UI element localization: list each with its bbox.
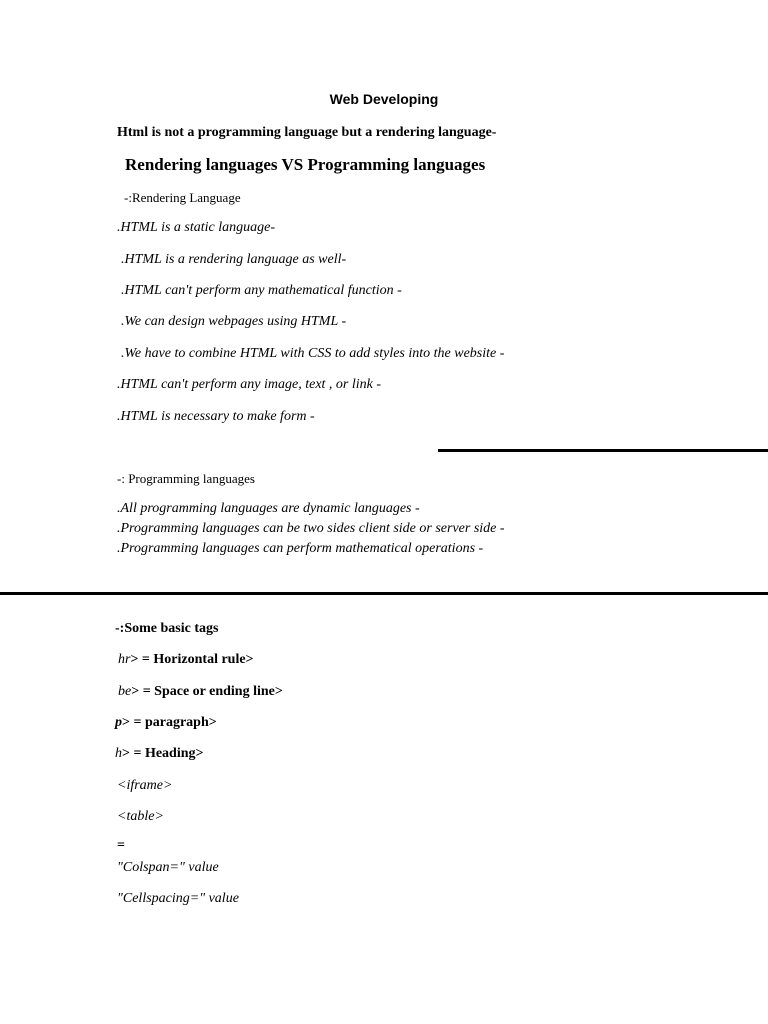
tags-heading: -:Some basic tags [115,621,219,636]
tag-item-h [115,745,204,763]
rendering-item: .We can design webpages using HTML - [121,314,347,329]
horizontal-rule [0,592,768,595]
cellspacing-attribute: "Cellspacing=" value [117,891,239,906]
iframe-tag: <iframe> [117,778,173,793]
intro-text: Html is not a programming language but a rendering language- [117,125,497,140]
equals-sign: = [117,838,125,853]
horizontal-rule [438,449,768,452]
tag-description: > = paragraph> [122,715,217,730]
rendering-item: .HTML is necessary to make form - [117,409,315,424]
tag-description: > = Heading> [122,746,204,761]
tag-item-be [118,683,283,701]
rendering-item: .HTML can't perform any mathematical function - [121,283,402,298]
tag-name: p [115,715,122,730]
tag-item-p [115,714,217,732]
comparison-heading: Rendering languages VS Programming languages [125,155,486,174]
tag-name: h [115,746,122,761]
tag-name: hr [118,652,131,667]
rendering-heading: -:Rendering Language [124,190,241,205]
rendering-item: .HTML can't perform any image, text , or link - [117,377,382,392]
rendering-item: .HTML is a rendering language as well- [121,252,347,267]
rendering-item: .HTML is a static language- [117,220,276,235]
page-title: Web Developing [329,91,439,107]
rendering-item: .We have to combine HTML with CSS to add styles into the website - [121,346,505,361]
programming-item: .All programming languages are dynamic languages - [117,501,420,516]
programming-heading: -: Programming languages [117,471,255,486]
programming-item: .Programming languages can be two sides client side or server side - [117,521,505,536]
colspan-attribute: "Colspan=" value [117,860,219,875]
tag-item-hr [118,651,254,669]
tag-name: be [118,684,132,699]
tag-description: > = Horizontal rule> [130,652,254,667]
table-tag: <table> [117,809,164,824]
programming-item: .Programming languages can perform mathematical operations - [117,541,484,556]
tag-description: > = Space or ending line> [131,684,283,699]
